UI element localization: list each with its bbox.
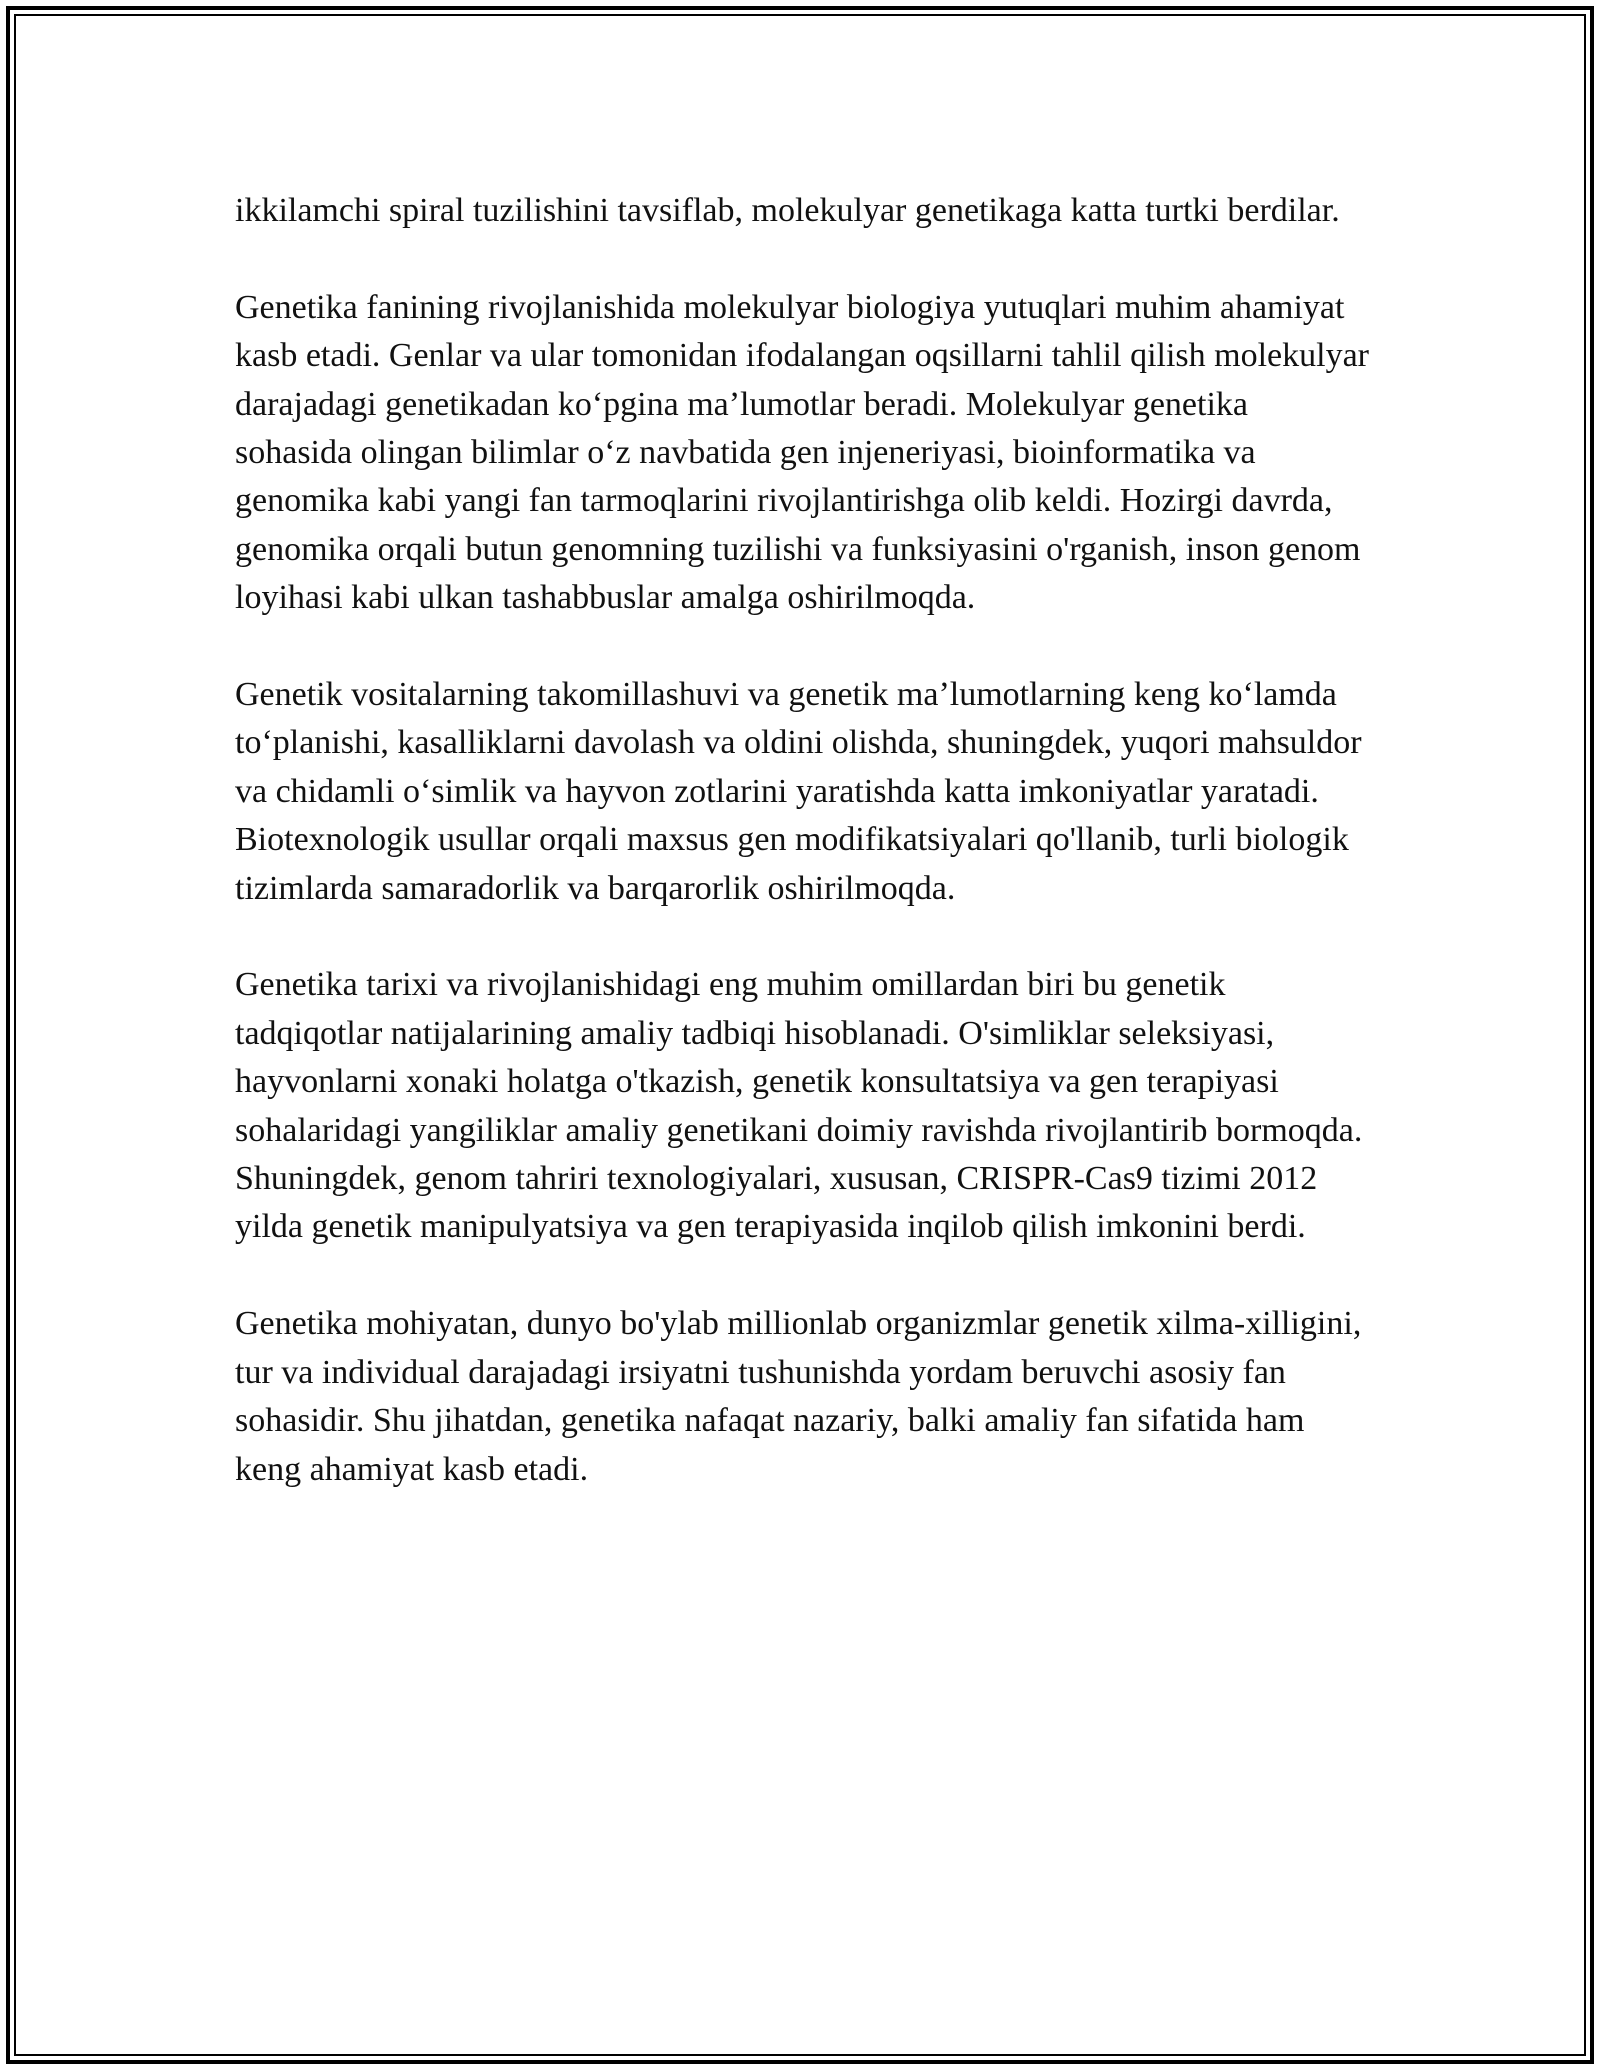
paragraph-1: ikkilamchi spiral tuzilishini tavsiflab, molekulyar genetikaga katta turtki berdilar. (235, 192, 1340, 229)
paragraph-5: Genetika mohiyatan, dunyo bo'ylab millionlab organizmlar genetik xilma-xilligini, tur va individual darajadagi irsiyatni tushunishda yordam beruvchi asosiy fan sohasidir. Shu jihatdan, genetika nafaqat nazariy, balki amaliy fan sifatida ham keng ahamiyat kasb etadi. (235, 1305, 1362, 1488)
document-body (235, 187, 1370, 1494)
paragraph-3: Genetik vositalarning takomillashuvi va genetik maʼlumotlarning keng koʻlamda toʻplanishi, kasalliklarni davolash va oldini olishda, shuningdek, yuqori mahsuldor va chidamli oʻsimlik va hayvon zotlarini yaratishda katta imkoniyatlar yaratadi. Biotexnologik usullar orqali maxsus gen modifikatsiyalari qo'llanib, turli biologik tizimlarda samaradorlik va barqarorlik oshirilmoqda. (235, 676, 1362, 907)
paragraph-4: Genetika tarixi va rivojlanishidagi eng muhim omillardan biri bu genetik tadqiqotlar natijalarining amaliy tadbiqi hisoblanadi. O'simliklar seleksiyasi, hayvonlarni xonaki holatga o'tkazish, genetik konsultatsiya va gen terapiyasi sohalaridagi yangiliklar amaliy genetikani doimiy ravishda rivojlantirib bormoqda. Shuningdek, genom tahriri texnologiyalari, xususan, CRISPR-Cas9 tizimi 2012 yilda genetik manipulyatsiya va gen terapiyasida inqilob qilish imkonini berdi. (235, 966, 1363, 1246)
paragraph-2: Genetika fanining rivojlanishida molekulyar biologiya yutuqlari muhim ahamiyat kasb etadi. Genlar va ular tomonidan ifodalangan oqsillarni tahlil qilish molekulyar darajadagi genetikadan koʻpgina maʼlumotlar beradi. Molekulyar genetika sohasida olingan bilimlar oʻz navbatida gen injeneriyasi, bioinformatika va genomika kabi yangi fan tarmoqlarini rivojlantirishga olib keldi. Hozirgi davrda, genomika orqali butun genomning tuzilishi va funksiyasini o'rganish, inson genom loyihasi kabi ulkan tashabbuslar amalga oshirilmoqda. (235, 288, 1369, 617)
